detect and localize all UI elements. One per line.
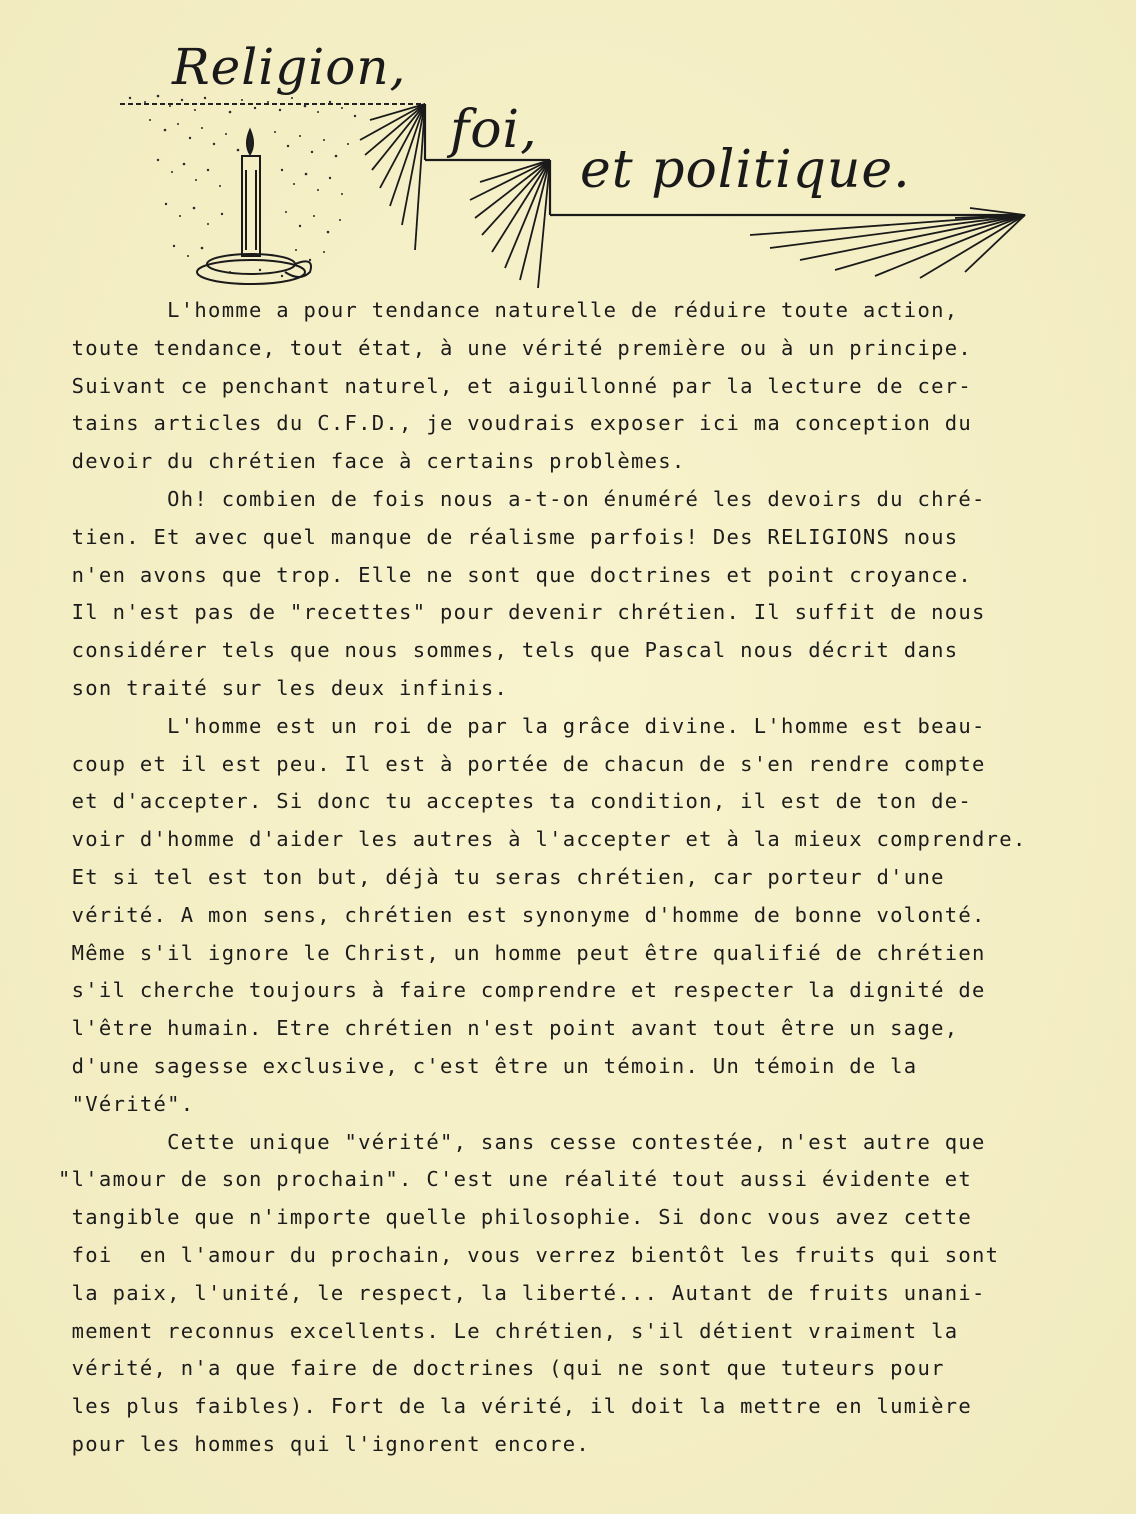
- text-line: son traité sur les deux infinis.: [58, 675, 509, 700]
- candle-icon: [197, 130, 311, 284]
- text-line: considérer tels que nous sommes, tels que Pascal nous décrit dans: [58, 638, 959, 663]
- text-line: pour les hommes qui l'ignorent encore.: [58, 1431, 591, 1456]
- text-line: tangible que n'importe quelle philosophie. Si donc vous avez cette: [58, 1205, 973, 1230]
- text-line: Il n'est pas de "recettes" pour devenir chrétien. Il suffit de nous: [58, 600, 986, 625]
- text-line: Oh! combien de fois nous a-t-on énuméré les devoirs du chré-: [58, 486, 986, 511]
- title-illustration: [110, 20, 1040, 295]
- text-line: tien. Et avec quel manque de réalisme parfois! Des RELIGIONS nous: [58, 524, 959, 549]
- text-line: la paix, l'unité, le respect, la liberté... Autant de fruits unani-: [58, 1280, 986, 1305]
- text-line: vérité. A mon sens, chrétien est synonyme d'homme de bonne volonté.: [58, 902, 986, 927]
- text-line: Et si tel est ton but, déjà tu seras chrétien, car porteur d'une: [58, 864, 945, 889]
- paragraph-2: [58, 481, 1088, 708]
- text-line: foi en l'amour du prochain, vous verrez bientôt les fruits qui sont: [58, 1242, 1000, 1267]
- paragraph-4: [58, 1124, 1088, 1464]
- text-line: Cette unique "vérité", sans cesse contestée, n'est autre que: [58, 1129, 986, 1154]
- text-line: Même s'il ignore le Christ, un homme peut être qualifié de chrétien: [58, 940, 986, 965]
- text-line: coup et il est peu. Il est à portée de chacun de s'en rendre compte: [58, 751, 986, 776]
- paragraph-1: [58, 292, 1088, 481]
- rays-1: [360, 104, 425, 250]
- text-line: L'homme a pour tendance naturelle de réduire toute action,: [58, 298, 959, 322]
- text-line: toute tendance, tout état, à une vérité première ou à un principe.: [58, 335, 973, 360]
- title-word-religion: Religion,: [172, 38, 407, 96]
- title-word-politique: et politique.: [580, 140, 911, 200]
- text-line: et d'accepter. Si donc tu acceptes ta condition, il est de ton de-: [58, 789, 973, 814]
- paragraph-3: [58, 708, 1088, 1124]
- rays-2: [470, 160, 550, 288]
- rays-3: [750, 208, 1025, 278]
- text-line: n'en avons que trop. Elle ne sont que doctrines et point croyance.: [58, 562, 973, 587]
- title-word-foi: foi,: [450, 100, 538, 160]
- text-line: l'être humain. Etre chrétien n'est point avant tout être un sage,: [58, 1016, 959, 1041]
- text-line: voir d'homme d'aider les autres à l'accepter et à la mieux comprendre.: [58, 827, 1027, 852]
- text-line: Suivant ce penchant naturel, et aiguillonné par la lecture de cer-: [58, 373, 973, 398]
- article-body: [58, 292, 1088, 1464]
- text-line: vérité, n'a que faire de doctrines (qui ne sont que tuteurs pour: [58, 1356, 945, 1381]
- text-line: L'homme est un roi de par la grâce divine. L'homme est beau-: [58, 713, 986, 738]
- text-line: devoir du chrétien face à certains problèmes.: [58, 449, 686, 474]
- text-line: mement reconnus excellents. Le chrétien, s'il détient vraiment la: [58, 1318, 959, 1343]
- text-line: "l'amour de son prochain". C'est une réalité tout aussi évidente et: [58, 1167, 973, 1192]
- text-line: les plus faibles). Fort de la vérité, il doit la mettre en lumière: [58, 1394, 973, 1419]
- text-line: s'il cherche toujours à faire comprendre et respecter la dignité de: [58, 978, 986, 1003]
- text-line: d'une sagesse exclusive, c'est être un témoin. Un témoin de la: [58, 1053, 918, 1078]
- text-line: tains articles du C.F.D., je voudrais exposer ici ma conception du: [58, 411, 973, 436]
- text-line: "Vérité".: [58, 1091, 195, 1116]
